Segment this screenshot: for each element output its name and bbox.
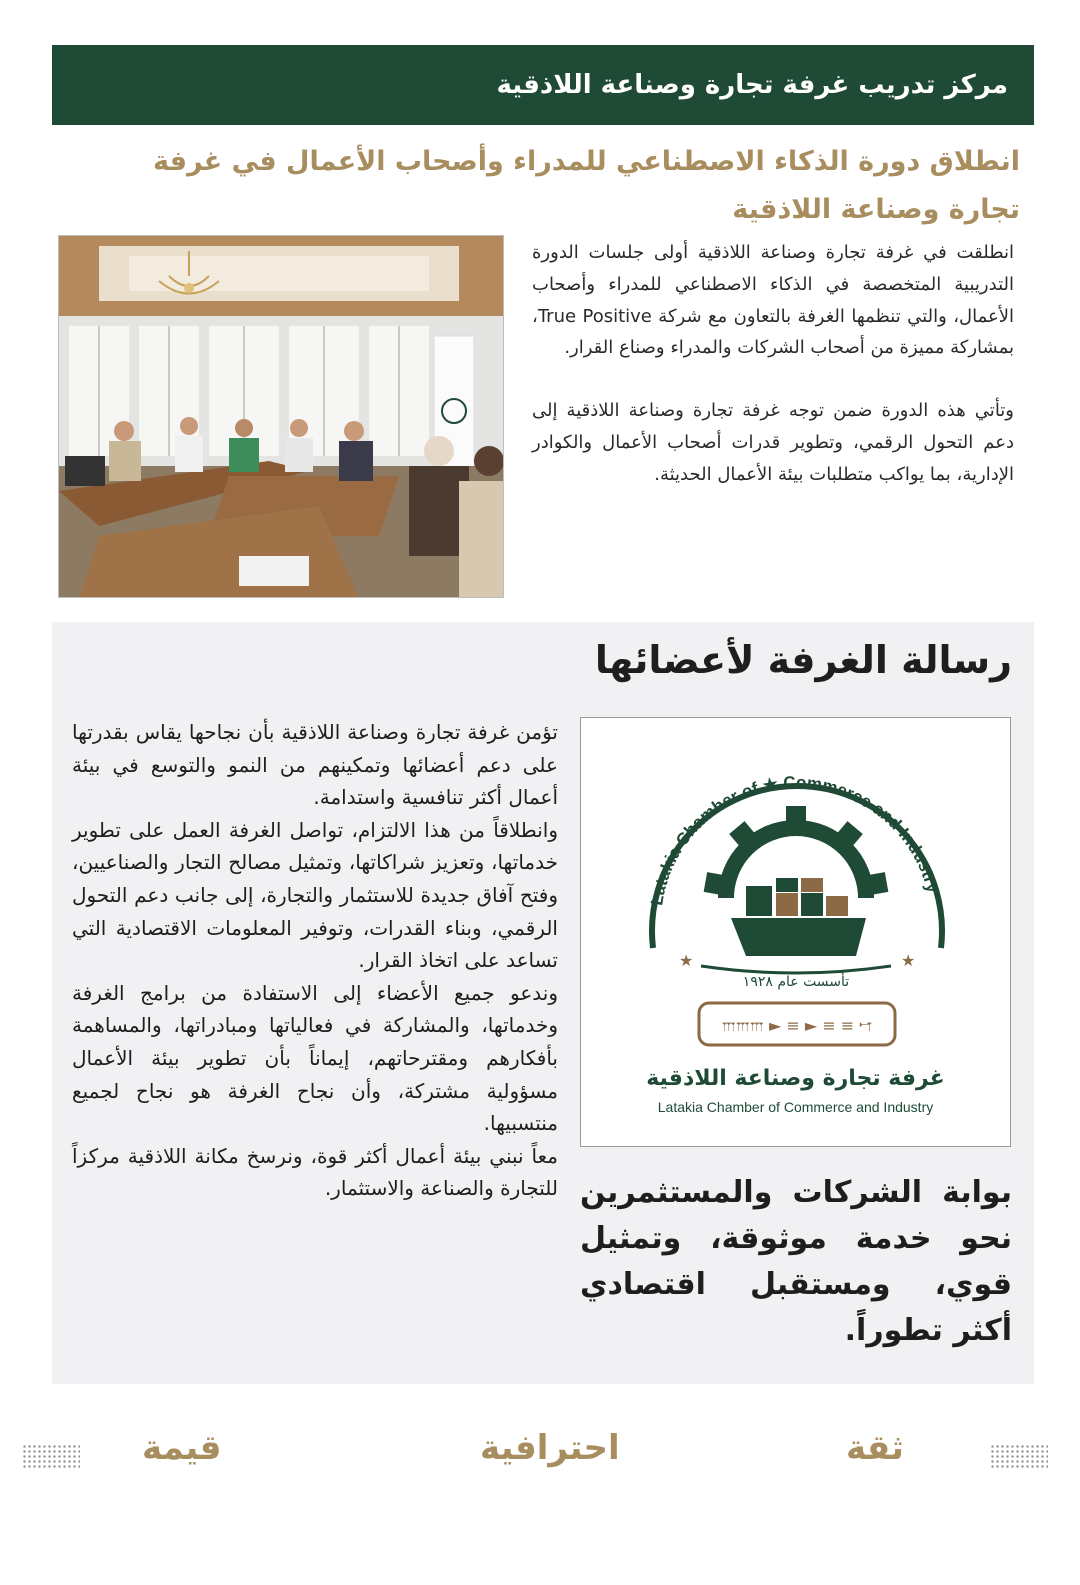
logo-founded-text: تأسست عام ١٩٢٨ [742, 974, 850, 990]
article-intro [532, 237, 1014, 491]
letter-paragraph-3: وندعو جميع الأعضاء إلى الاستفادة من برامج الغرفة وخدماتها، والمشاركة في فعالياتها ومبادراتها، والمساهمة بأفكارهم ومقترحاتهم، إيماناً بأن تطوير بيئة الأعمال مسؤولية مشتركة، وأن نجاح الغرفة هو نجاح لجميع منتسبيها. [72, 980, 558, 1136]
letter-title: رسالة الغرفة لأعضائها [594, 638, 1012, 682]
training-session-photo [58, 235, 504, 598]
letter-body [72, 716, 558, 1205]
logo-name-arabic: غرفة تجارة وصناعة اللاذقية [646, 1066, 945, 1091]
portal-tagline: بوابة الشركات والمستثمرين نحو خدمة موثوقة، وتمثيل قوي، ومستقبل اقتصادي أكثر تطوراً. [580, 1175, 1012, 1348]
letter-paragraph-2: وانطلاقاً من هذا الالتزام، تواصل الغرفة العمل على تطوير خدماتها، وتعزيز شراكاتها، وتمثيل مصالح التجار والصناعيين، وفتح آفاق جديدة للاستثمار والتجارة، إلى جانب دعم التحول الرقمي، وبناء القدرات، وتوفير المعلومات الاقتصادية التي تساعد على اتخاذ القرار. [72, 817, 558, 973]
logo-cuneiform: 𐎍𐎍𐎍 ► ≡ ► ≡ ≡ 𐎎 [721, 1016, 873, 1035]
training-room-illustration [59, 236, 504, 598]
header-title: مركز تدريب غرفة تجارة وصناعة اللاذقية [496, 70, 1008, 100]
value-trust: ثقة [846, 1428, 904, 1468]
value-professionalism: احترافية [480, 1428, 620, 1468]
article-paragraph-2: وتأتي هذه الدورة ضمن توجه غرفة تجارة وصناعة اللاذقية إلى دعم التحول الرقمي، وتطوير قدرات أصحاب الأعمال والكوادر الإدارية، بما يواكب متطلبات بيئة الأعمال الحديثة. [532, 400, 1014, 485]
letter-paragraph-4: معاً نبني بيئة أعمال أكثر قوة، ونرسخ مكانة اللاذقية مركزاً للتجارة والصناعة والاستثمار. [72, 1143, 558, 1201]
svg-text:★: ★ [679, 951, 694, 970]
article-paragraph-1: انطلقت في غرفة تجارة وصناعة اللاذقية أولى جلسات الدورة التدريبية المتخصصة في الذكاء الاصطناعي للمدراء وأصحاب الأعمال، والتي تنظمها الغرفة بالتعاون مع شركة True Positive، بمشاركة مميزة من أصحاب الشركات والمدراء وصناع القرار. [532, 242, 1014, 359]
letter-panel [52, 622, 1034, 1384]
article-headline: انطلاق دورة الذكاء الاصطناعي للمدراء وأصحاب الأعمال في غرفة تجارة وصناعة اللاذقية [152, 146, 1020, 225]
dot-pattern-left [22, 1444, 80, 1470]
letter-paragraph-1: تؤمن غرفة تجارة وصناعة اللاذقية بأن نجاحها يقاس بقدرتها على دعم أعضائها وتمكينهم من النمو والتوسع في بيئة أعمال أكثر تنافسية واستدامة. [72, 720, 558, 810]
chamber-logo [581, 718, 1012, 1058]
logo-ring-text: Latakia Chamber of ★ Commerce and Industry [647, 772, 943, 907]
value-worth: قيمة [142, 1428, 222, 1468]
dot-pattern-right [990, 1444, 1048, 1470]
chamber-logo-box [580, 717, 1011, 1147]
svg-text:★: ★ [901, 951, 916, 970]
header-bar [52, 45, 1034, 125]
logo-name-english: Latakia Chamber of Commerce and Industry [657, 1099, 934, 1115]
